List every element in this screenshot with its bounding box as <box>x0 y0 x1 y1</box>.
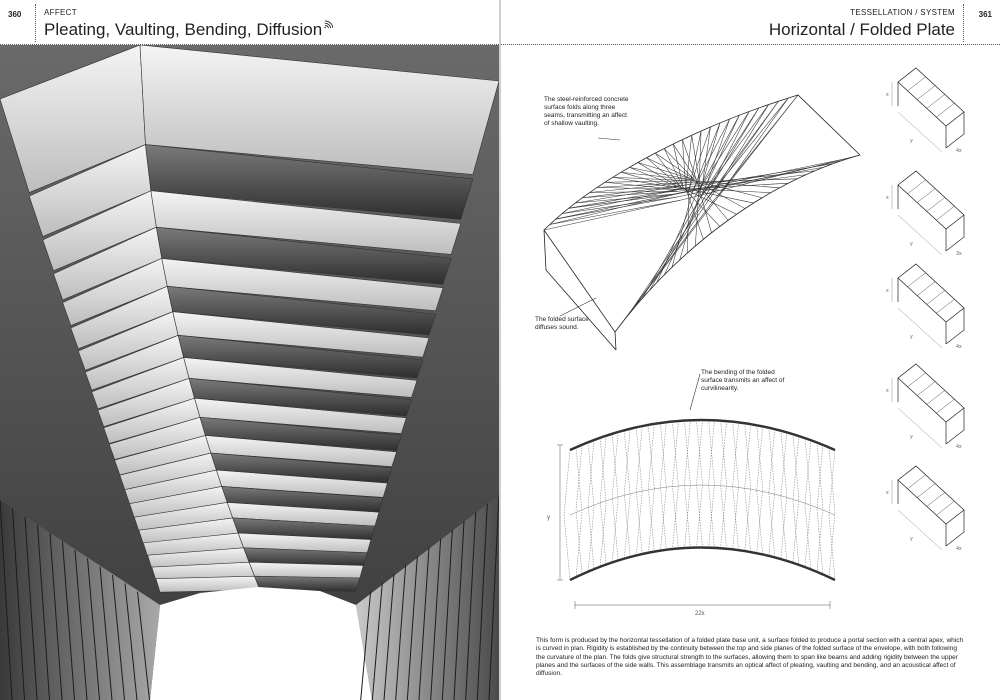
left-page-header <box>0 0 499 45</box>
variant-thumbnail <box>884 165 974 260</box>
variant-dim-depth: y <box>910 334 913 340</box>
leader-line-diffusion <box>558 296 598 318</box>
section-label: AFFECT <box>44 8 77 17</box>
section-title <box>44 20 333 40</box>
variant-dim-depth: y <box>910 536 913 542</box>
variant-thumbnail <box>884 460 974 555</box>
variant-thumbnail <box>884 258 974 353</box>
variant-thumbnail <box>884 358 974 453</box>
variant-dim-height: x <box>886 195 889 201</box>
variant-thumbnail <box>884 62 974 157</box>
variant-dim-height: x <box>886 288 889 294</box>
variant-dim-length: 4x <box>956 148 962 154</box>
header-divider <box>35 4 36 42</box>
callout-vaulting: The steel-reinforced concrete surface folds along three seams, transmitting an affect of shallow vaulting. <box>544 96 629 127</box>
left-page-number: 360 <box>8 10 22 19</box>
header-divider <box>963 4 964 42</box>
tunnel-opening <box>150 587 372 700</box>
plan-dim-width: 22x <box>695 611 705 617</box>
wifi-signal-icon <box>324 20 333 29</box>
variant-dim-depth: y <box>910 434 913 440</box>
variant-dim-height: x <box>886 388 889 394</box>
section-title-text: Pleating, Vaulting, Bending, Diffusion <box>44 20 323 39</box>
variant-dim-depth: y <box>910 241 913 247</box>
variant-dim-length: 4x <box>956 344 962 350</box>
category-label: TESSELLATION / SYSTEM <box>850 8 955 17</box>
page-gutter <box>499 0 501 700</box>
variant-dim-depth: y <box>910 138 913 144</box>
right-page-number: 361 <box>978 10 992 19</box>
right-page-header <box>501 0 1000 45</box>
plan-diagram <box>545 400 855 620</box>
variant-dim-length: 4x <box>956 444 962 450</box>
callout-diffusion: The folded surface diffuses sound. <box>535 316 589 331</box>
plan-dim-y: y <box>547 515 550 521</box>
vault-interior-photo <box>0 45 499 700</box>
variant-dim-length: 3x <box>956 251 962 257</box>
page-title: Horizontal / Folded Plate <box>768 20 955 39</box>
variant-dim-length: 4x <box>956 546 962 552</box>
variant-dim-height: x <box>886 490 889 496</box>
variant-dim-height: x <box>886 92 889 98</box>
callout-bending: The bending of the folded surface transmits an affect of curvilinearity. <box>701 369 785 392</box>
leader-line-vaulting <box>598 132 620 144</box>
body-paragraph: This form is produced by the horizontal tessellation of a folded plate base unit, a surface folded to produce a portal section with a central apex, which is curved in plan. Rigidity is established by the continuity between the top and side planes of the folded surface of the envelope, with both following the curvature of the plan. The folds give structural strength to the surfaces, allowing them to span like beams and adding rigidity between the upper planes and the surfaces of the side walls. This assemblage transmits an optical affect of pleating, vaulting and bending, and an acoustical affect of diffusion. <box>536 637 964 678</box>
